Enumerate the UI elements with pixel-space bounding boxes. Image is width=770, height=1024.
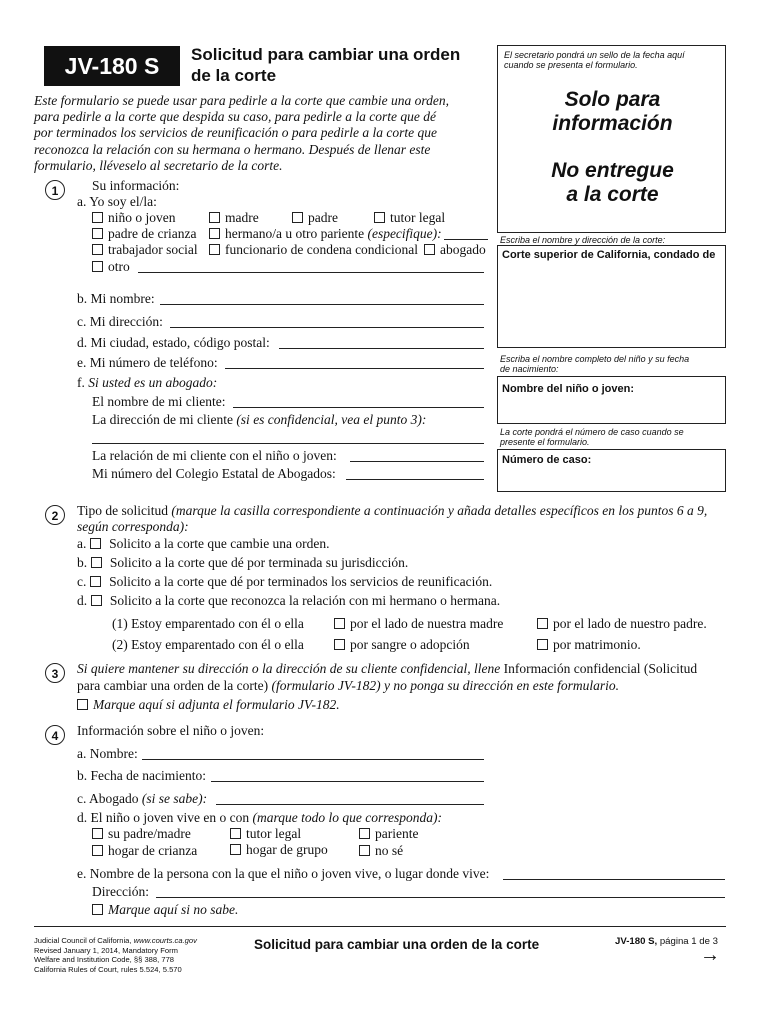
section2-heading bbox=[77, 503, 707, 519]
relation-d1-label: (1) Estoy emparentado con él o ella bbox=[112, 616, 304, 631]
option-label: hogar de grupo bbox=[246, 842, 328, 857]
role-option-foster[interactable] bbox=[92, 226, 196, 242]
clerk-note-line1: El secretario pondrá un sello de la fecha aquí bbox=[504, 50, 685, 60]
option-prefix: b. bbox=[77, 555, 88, 570]
section3-line1 bbox=[77, 661, 697, 677]
footer-rule bbox=[34, 926, 726, 927]
footer-code: Welfare and Institution Code, §§ 388, 778 bbox=[34, 955, 175, 965]
info-only-line1: Solo para bbox=[564, 88, 661, 111]
my-phone-line[interactable] bbox=[225, 368, 484, 369]
case-note bbox=[500, 427, 684, 447]
checkbox[interactable] bbox=[91, 595, 102, 606]
form-id-badge: JV-180 S bbox=[44, 46, 180, 86]
role-option-father[interactable] bbox=[292, 210, 338, 226]
footer-rules: California Rules of Court, rules 5.524, 5.570 bbox=[34, 964, 182, 974]
child-dob-line[interactable] bbox=[211, 781, 484, 782]
option-label: hogar de crianza bbox=[108, 843, 198, 858]
intro-line: formulario, lléveselo al secretario de la corte. bbox=[34, 157, 283, 173]
option-label: Solicito a la corte que dé por terminada su jurisdicción. bbox=[109, 555, 409, 570]
option-prefix: a. bbox=[77, 536, 87, 551]
lives-option-parents[interactable] bbox=[92, 826, 191, 842]
my-address-label: c. Mi dirección: bbox=[77, 314, 163, 329]
other-role-line[interactable] bbox=[138, 272, 484, 273]
option-prefix: c. bbox=[77, 574, 87, 589]
option-label: por sangre o adopción bbox=[350, 637, 470, 652]
client-name-label: El nombre de mi cliente: bbox=[92, 394, 226, 409]
checkbox[interactable] bbox=[359, 845, 370, 856]
info-only-line2: información bbox=[552, 112, 673, 135]
lives-option-group[interactable] bbox=[230, 842, 328, 858]
footer-left bbox=[34, 936, 197, 974]
role-label: padre de crianza bbox=[108, 226, 197, 241]
client-relation-line[interactable] bbox=[350, 461, 484, 462]
child-lives-label bbox=[77, 810, 442, 826]
section2-heading-text: Tipo de solicitud bbox=[77, 503, 169, 518]
section3-line1-italic: Si quiere mantener su dirección o la dirección de su cliente confidencial, llene bbox=[77, 661, 501, 676]
role-label: hermano/a u otro pariente bbox=[225, 226, 365, 241]
checkbox[interactable] bbox=[359, 828, 370, 839]
role-label: padre bbox=[308, 210, 338, 225]
relation-mother-side[interactable] bbox=[334, 616, 503, 632]
request-option-c[interactable] bbox=[77, 574, 492, 590]
option-label: no sé bbox=[375, 843, 404, 858]
child-note-line2: de nacimiento: bbox=[500, 364, 559, 374]
checkbox[interactable] bbox=[334, 618, 345, 629]
option-label: Solicito a la corte que reconozca la relación con mi hermano o hermana. bbox=[109, 593, 501, 608]
intro-line: por terminados los servicios de reunificación o para pedirle a la corte que bbox=[34, 125, 437, 141]
relation-d2-label: (2) Estoy emparentado con él o ella bbox=[112, 637, 304, 652]
clerk-stamp-box bbox=[497, 45, 726, 233]
role-option-social-worker[interactable] bbox=[92, 242, 198, 258]
no-file-line2: a la corte bbox=[566, 183, 659, 206]
client-address-label bbox=[92, 412, 426, 428]
child-note bbox=[500, 354, 689, 374]
client-relation-label: La relación de mi cliente con el niño o joven: bbox=[92, 448, 337, 463]
intro-line: Este formulario se puede usar para pedirle a la corte que cambie una orden, bbox=[34, 93, 449, 108]
role-spec-label: (especifique): bbox=[367, 226, 442, 241]
client-address-line[interactable] bbox=[92, 443, 484, 444]
child-name-label: Nombre del niño o joven: bbox=[502, 383, 635, 395]
child-lawyer-text: c. Abogado bbox=[77, 791, 139, 806]
option-label: su padre/madre bbox=[108, 826, 191, 841]
section3-line2-plain: para cambiar una orden de la corte) bbox=[77, 678, 269, 693]
request-option-a[interactable] bbox=[77, 536, 330, 552]
intro-text bbox=[34, 93, 449, 174]
child-lives-text: d. El niño o joven vive en o con bbox=[77, 810, 250, 825]
section1-a-label: a. Yo soy el/la: bbox=[77, 194, 157, 209]
bar-number-line[interactable] bbox=[346, 479, 484, 480]
checkbox[interactable] bbox=[91, 557, 102, 568]
child-lawyer-label bbox=[77, 791, 207, 807]
lives-with-person-line[interactable] bbox=[503, 879, 725, 880]
footer-url[interactable]: www.courts.ca.gov bbox=[133, 936, 197, 945]
lives-option-relative[interactable] bbox=[359, 826, 418, 842]
footer-council: Judicial Council of California, www.courts.ca.gov bbox=[34, 936, 197, 945]
option-label: por el lado de nuestra madre bbox=[350, 616, 504, 631]
item-number-2: 2 bbox=[45, 505, 65, 525]
request-option-d[interactable] bbox=[77, 593, 500, 609]
sibling-spec-line[interactable] bbox=[444, 239, 488, 240]
case-note-line2: presente el formulario. bbox=[500, 437, 590, 447]
checkbox[interactable] bbox=[537, 639, 548, 650]
checkbox[interactable] bbox=[92, 845, 103, 856]
checkbox[interactable] bbox=[374, 212, 385, 223]
my-city-label: d. Mi ciudad, estado, código postal: bbox=[77, 335, 270, 350]
section4-heading: Información sobre el niño o joven: bbox=[77, 723, 265, 738]
bar-number-label: Mi número del Colegio Estatal de Abogados: bbox=[92, 466, 336, 481]
role-option-guardian[interactable] bbox=[374, 210, 445, 226]
my-address-line[interactable] bbox=[170, 327, 484, 328]
option-label: Marque aquí si adjunta el formulario JV-182. bbox=[93, 697, 340, 712]
relation-marriage[interactable] bbox=[537, 637, 641, 653]
court-label: Corte superior de California, condado de bbox=[502, 249, 716, 261]
checkbox[interactable] bbox=[92, 244, 103, 255]
section3-line2-italic: (formulario JV-182) y no ponga su dirección en este formulario. bbox=[271, 678, 619, 693]
checkbox[interactable] bbox=[230, 844, 241, 855]
lives-unknown-option[interactable] bbox=[92, 902, 238, 918]
case-note-line1: La corte pondrá el número de caso cuando se bbox=[500, 427, 684, 437]
role-label: tutor legal bbox=[390, 210, 446, 225]
option-label: Solicito a la corte que cambie una orden. bbox=[109, 536, 330, 551]
role-option-mother[interactable] bbox=[209, 210, 259, 226]
next-page-arrow-icon[interactable]: → bbox=[700, 944, 720, 966]
child-dob-label: b. Fecha de nacimiento: bbox=[77, 768, 206, 783]
option-label: por matrimonio. bbox=[553, 637, 641, 652]
checkbox[interactable] bbox=[90, 576, 101, 587]
child-lives-note: (marque todo lo que corresponda): bbox=[252, 810, 442, 825]
item-number-1: 1 bbox=[45, 180, 65, 200]
child-name-label-4a: a. Nombre: bbox=[77, 746, 138, 761]
checkbox[interactable] bbox=[90, 538, 101, 549]
role-label: otro bbox=[108, 259, 130, 274]
lawyer-label-text: Si usted es un abogado: bbox=[88, 375, 218, 390]
intro-line: para pedirle a la corte que despida su caso, para pedirle a la corte que dé bbox=[34, 109, 436, 125]
checkbox[interactable] bbox=[77, 699, 88, 710]
section2-heading-note: (marque la casilla correspondiente a continuación y añada detalles específicos en los puntos 6 a 9, bbox=[171, 503, 708, 518]
role-option-child[interactable] bbox=[92, 210, 176, 226]
lives-option-foster[interactable] bbox=[92, 843, 197, 859]
role-label: abogado bbox=[440, 242, 486, 257]
case-number-label: Número de caso: bbox=[502, 454, 592, 466]
option-label: Solicito a la corte que dé por terminados los servicios de reunificación. bbox=[109, 574, 493, 589]
child-name-box[interactable] bbox=[497, 376, 726, 424]
option-label: Marque aquí si no sabe. bbox=[108, 902, 239, 917]
lawyer-label-prefix: f. bbox=[77, 375, 85, 390]
my-city-line[interactable] bbox=[279, 348, 484, 349]
child-note-line1: Escriba el nombre completo del niño y su fecha bbox=[500, 354, 690, 364]
form-title bbox=[191, 44, 460, 86]
lives-with-person-label: e. Nombre de la persona con la que el niño o joven vive, o lugar donde vive: bbox=[77, 866, 490, 881]
intro-line: reconozca la relación con su hermana o hermano. Después de llenar este bbox=[34, 141, 431, 157]
checkbox[interactable] bbox=[292, 212, 303, 223]
footer-title: Solicitud para cambiar una orden de la corte bbox=[254, 937, 540, 952]
checkbox[interactable] bbox=[92, 828, 103, 839]
form-title-line1: Solicitud para cambiar una orden bbox=[191, 45, 461, 64]
item-number-3: 3 bbox=[45, 663, 65, 683]
lives-address-line[interactable] bbox=[156, 897, 725, 898]
option-label: tutor legal bbox=[246, 826, 302, 841]
relation-father-side[interactable] bbox=[537, 616, 707, 632]
checkbox[interactable] bbox=[92, 228, 103, 239]
section3-line2 bbox=[77, 678, 619, 694]
clerk-note-line2: cuando se presenta el formulario. bbox=[504, 60, 638, 70]
my-phone-label: e. Mi número de teléfono: bbox=[77, 355, 218, 370]
checkbox[interactable] bbox=[92, 212, 103, 223]
checkbox[interactable] bbox=[424, 244, 435, 255]
my-name-line[interactable] bbox=[160, 304, 484, 305]
checkbox[interactable] bbox=[92, 261, 103, 272]
footer-revised: Revised January 1, 2014, Mandatory Form bbox=[34, 945, 178, 955]
lives-option-guardian[interactable] bbox=[230, 826, 301, 842]
client-address-text: La dirección de mi cliente bbox=[92, 412, 233, 427]
case-number-box[interactable] bbox=[497, 449, 726, 492]
client-address-note: (si es confidencial, vea el punto 3): bbox=[236, 412, 427, 427]
section2-heading-note2: según corresponda): bbox=[77, 519, 189, 534]
court-box[interactable] bbox=[497, 245, 726, 348]
role-label: trabajador social bbox=[108, 242, 198, 257]
child-name-line[interactable] bbox=[142, 759, 484, 760]
option-label: por el lado de nuestro padre. bbox=[553, 616, 707, 631]
checkbox[interactable] bbox=[209, 228, 220, 239]
jv182-attach-option[interactable] bbox=[77, 697, 340, 713]
section3-line1-plain: Información confidencial (Solicitud bbox=[503, 661, 698, 676]
child-lawyer-line[interactable] bbox=[216, 804, 484, 805]
client-name-line[interactable] bbox=[233, 407, 484, 408]
lives-option-unknown[interactable] bbox=[359, 843, 403, 859]
no-file-line1: No entregue bbox=[551, 159, 674, 182]
role-option-sibling[interactable] bbox=[209, 226, 442, 242]
role-option-probation[interactable] bbox=[209, 242, 418, 258]
item-number-4: 4 bbox=[45, 725, 65, 745]
role-option-other[interactable] bbox=[92, 259, 130, 275]
my-name-label: b. Mi nombre: bbox=[77, 291, 155, 306]
role-label: funcionario de condena condicional bbox=[225, 242, 419, 257]
role-label: niño o joven bbox=[108, 210, 176, 225]
request-option-b[interactable] bbox=[77, 555, 408, 571]
child-lawyer-note: (si se sabe): bbox=[141, 791, 208, 806]
footer-page-num: página 1 de 3 bbox=[659, 936, 718, 947]
option-label: pariente bbox=[375, 826, 419, 841]
form-title-line2: de la corte bbox=[191, 66, 277, 85]
relation-blood[interactable] bbox=[334, 637, 470, 653]
lawyer-label bbox=[77, 375, 217, 391]
checkbox[interactable] bbox=[537, 618, 548, 629]
option-prefix: d. bbox=[77, 593, 88, 608]
checkbox[interactable] bbox=[209, 244, 220, 255]
checkbox[interactable] bbox=[92, 904, 103, 915]
checkbox[interactable] bbox=[230, 828, 241, 839]
role-option-lawyer[interactable] bbox=[424, 242, 486, 258]
checkbox[interactable] bbox=[209, 212, 220, 223]
footer-page-id: JV-180 S, bbox=[615, 936, 658, 947]
court-note: Escriba el nombre y dirección de la corte: bbox=[500, 235, 666, 245]
role-label: madre bbox=[225, 210, 259, 225]
section1-heading: Su información: bbox=[92, 178, 180, 193]
lives-address-label: Dirección: bbox=[92, 884, 149, 899]
checkbox[interactable] bbox=[334, 639, 345, 650]
